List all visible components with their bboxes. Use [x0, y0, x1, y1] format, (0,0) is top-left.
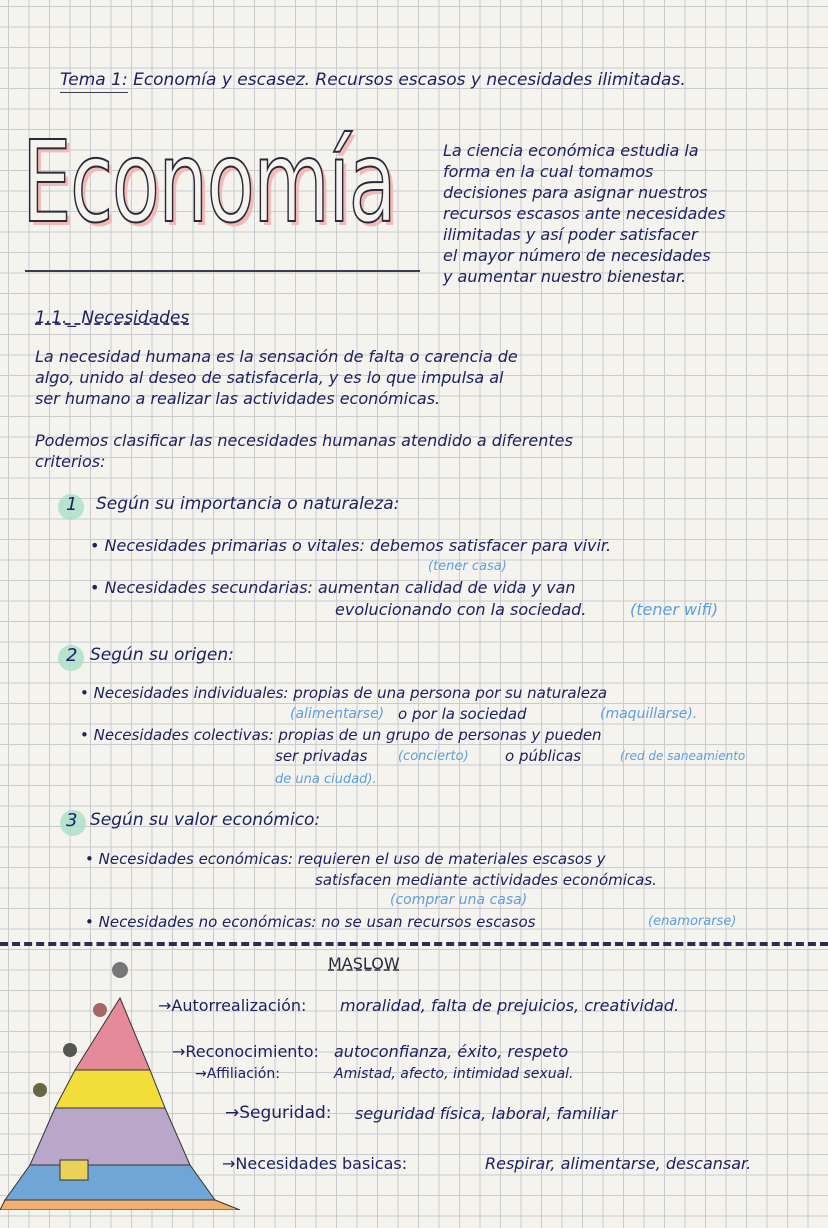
- topic-title: Tema 1: Economía y escasez. Recursos escasos y necesidades ilimitadas.: [60, 70, 686, 90]
- criterion-1-title: Según su importancia o naturaleza:: [96, 494, 400, 514]
- maslow-desc: seguridad física, laboral, familiar: [355, 1104, 618, 1123]
- maslow-desc: moralidad, falta de prejuicios, creatividad.: [340, 996, 680, 1015]
- maslow-label: →Reconocimiento:: [172, 1042, 319, 1061]
- criterion-2-number: 2: [66, 645, 78, 666]
- maslow-label: →Seguridad:: [225, 1103, 332, 1123]
- maslow-desc: Respirar, alimentarse, descansar.: [485, 1154, 752, 1173]
- big-title-underline: [25, 270, 420, 272]
- bullet-cont: o por la sociedad: [398, 705, 527, 723]
- maslow-label: →Autorrealización:: [158, 996, 307, 1015]
- def-line: el mayor número de necesidades: [443, 246, 711, 265]
- bullet: • Necesidades económicas: requieren el uso de materiales escasos y: [85, 850, 606, 868]
- criterion-1-number: 1: [66, 494, 78, 515]
- bullet-cont: evolucionando con la sociedad.: [335, 600, 587, 619]
- bullet-cont: satisfacen mediante actividades económicas.: [315, 871, 657, 889]
- classify-line: criterios:: [35, 452, 106, 471]
- example: (enamorarse): [648, 914, 737, 929]
- title-underline: [60, 92, 128, 93]
- def-line: La ciencia económica estudia la: [443, 141, 699, 160]
- def-line: forma en la cual tomamos: [443, 162, 654, 181]
- intro-line: La necesidad humana es la sensación de falta o carencia de: [35, 347, 518, 366]
- def-line: recursos escasos ante necesidades: [443, 204, 726, 223]
- example: (comprar una casa): [390, 892, 528, 908]
- intro-line: ser humano a realizar las actividades económicas.: [35, 389, 441, 408]
- def-line: decisiones para asignar nuestros: [443, 183, 708, 202]
- intro-line: algo, unido al deseo de satisfacerla, y es lo que impulsa al: [35, 368, 504, 387]
- example: (red de saneamiento: [620, 749, 746, 763]
- maslow-label: →Necesidades basicas:: [222, 1154, 408, 1173]
- example: (tener casa): [428, 559, 507, 574]
- bullet: • Necesidades secundarias: aumentan calidad de vida y van: [90, 578, 576, 597]
- maslow-title: MASLOW: [328, 954, 400, 973]
- def-line: ilimitadas y así poder satisfacer: [443, 225, 698, 244]
- criterion-3-title: Según su valor económico:: [90, 810, 321, 830]
- bullet: • Necesidades colectivas: propias de un grupo de personas y pueden: [80, 726, 602, 744]
- section-heading: 1.1._ Necesidades: [35, 308, 190, 328]
- classify-line: Podemos clasificar las necesidades humanas atendido a diferentes: [35, 431, 573, 450]
- criterion-3-number: 3: [66, 810, 78, 831]
- bullet-cont: o públicas: [505, 747, 582, 765]
- bullet-cont: ser privadas: [275, 747, 368, 765]
- def-line: y aumentar nuestro bienestar.: [443, 267, 687, 286]
- bullet: • Necesidades no económicas: no se usan recursos escasos: [85, 913, 536, 931]
- bullet: • Necesidades individuales: propias de una persona por su naturaleza: [80, 684, 608, 702]
- criterion-2-title: Según su origen:: [90, 645, 234, 665]
- maslow-label: →Affiliación:: [195, 1066, 280, 1082]
- maslow-desc: autoconfianza, éxito, respeto: [334, 1042, 569, 1061]
- bullet: • Necesidades primarias o vitales: debemos satisfacer para vivir.: [90, 536, 612, 555]
- divider: [0, 942, 828, 946]
- example: (alimentarse): [290, 706, 385, 722]
- example: (maquillarse).: [600, 706, 698, 722]
- example: de una ciudad).: [275, 772, 377, 787]
- maslow-desc: Amistad, afecto, intimidad sexual.: [334, 1066, 574, 1082]
- big-title: Economía: [22, 118, 396, 248]
- example: (tener wifi): [630, 600, 719, 619]
- example: (concierto): [398, 749, 469, 764]
